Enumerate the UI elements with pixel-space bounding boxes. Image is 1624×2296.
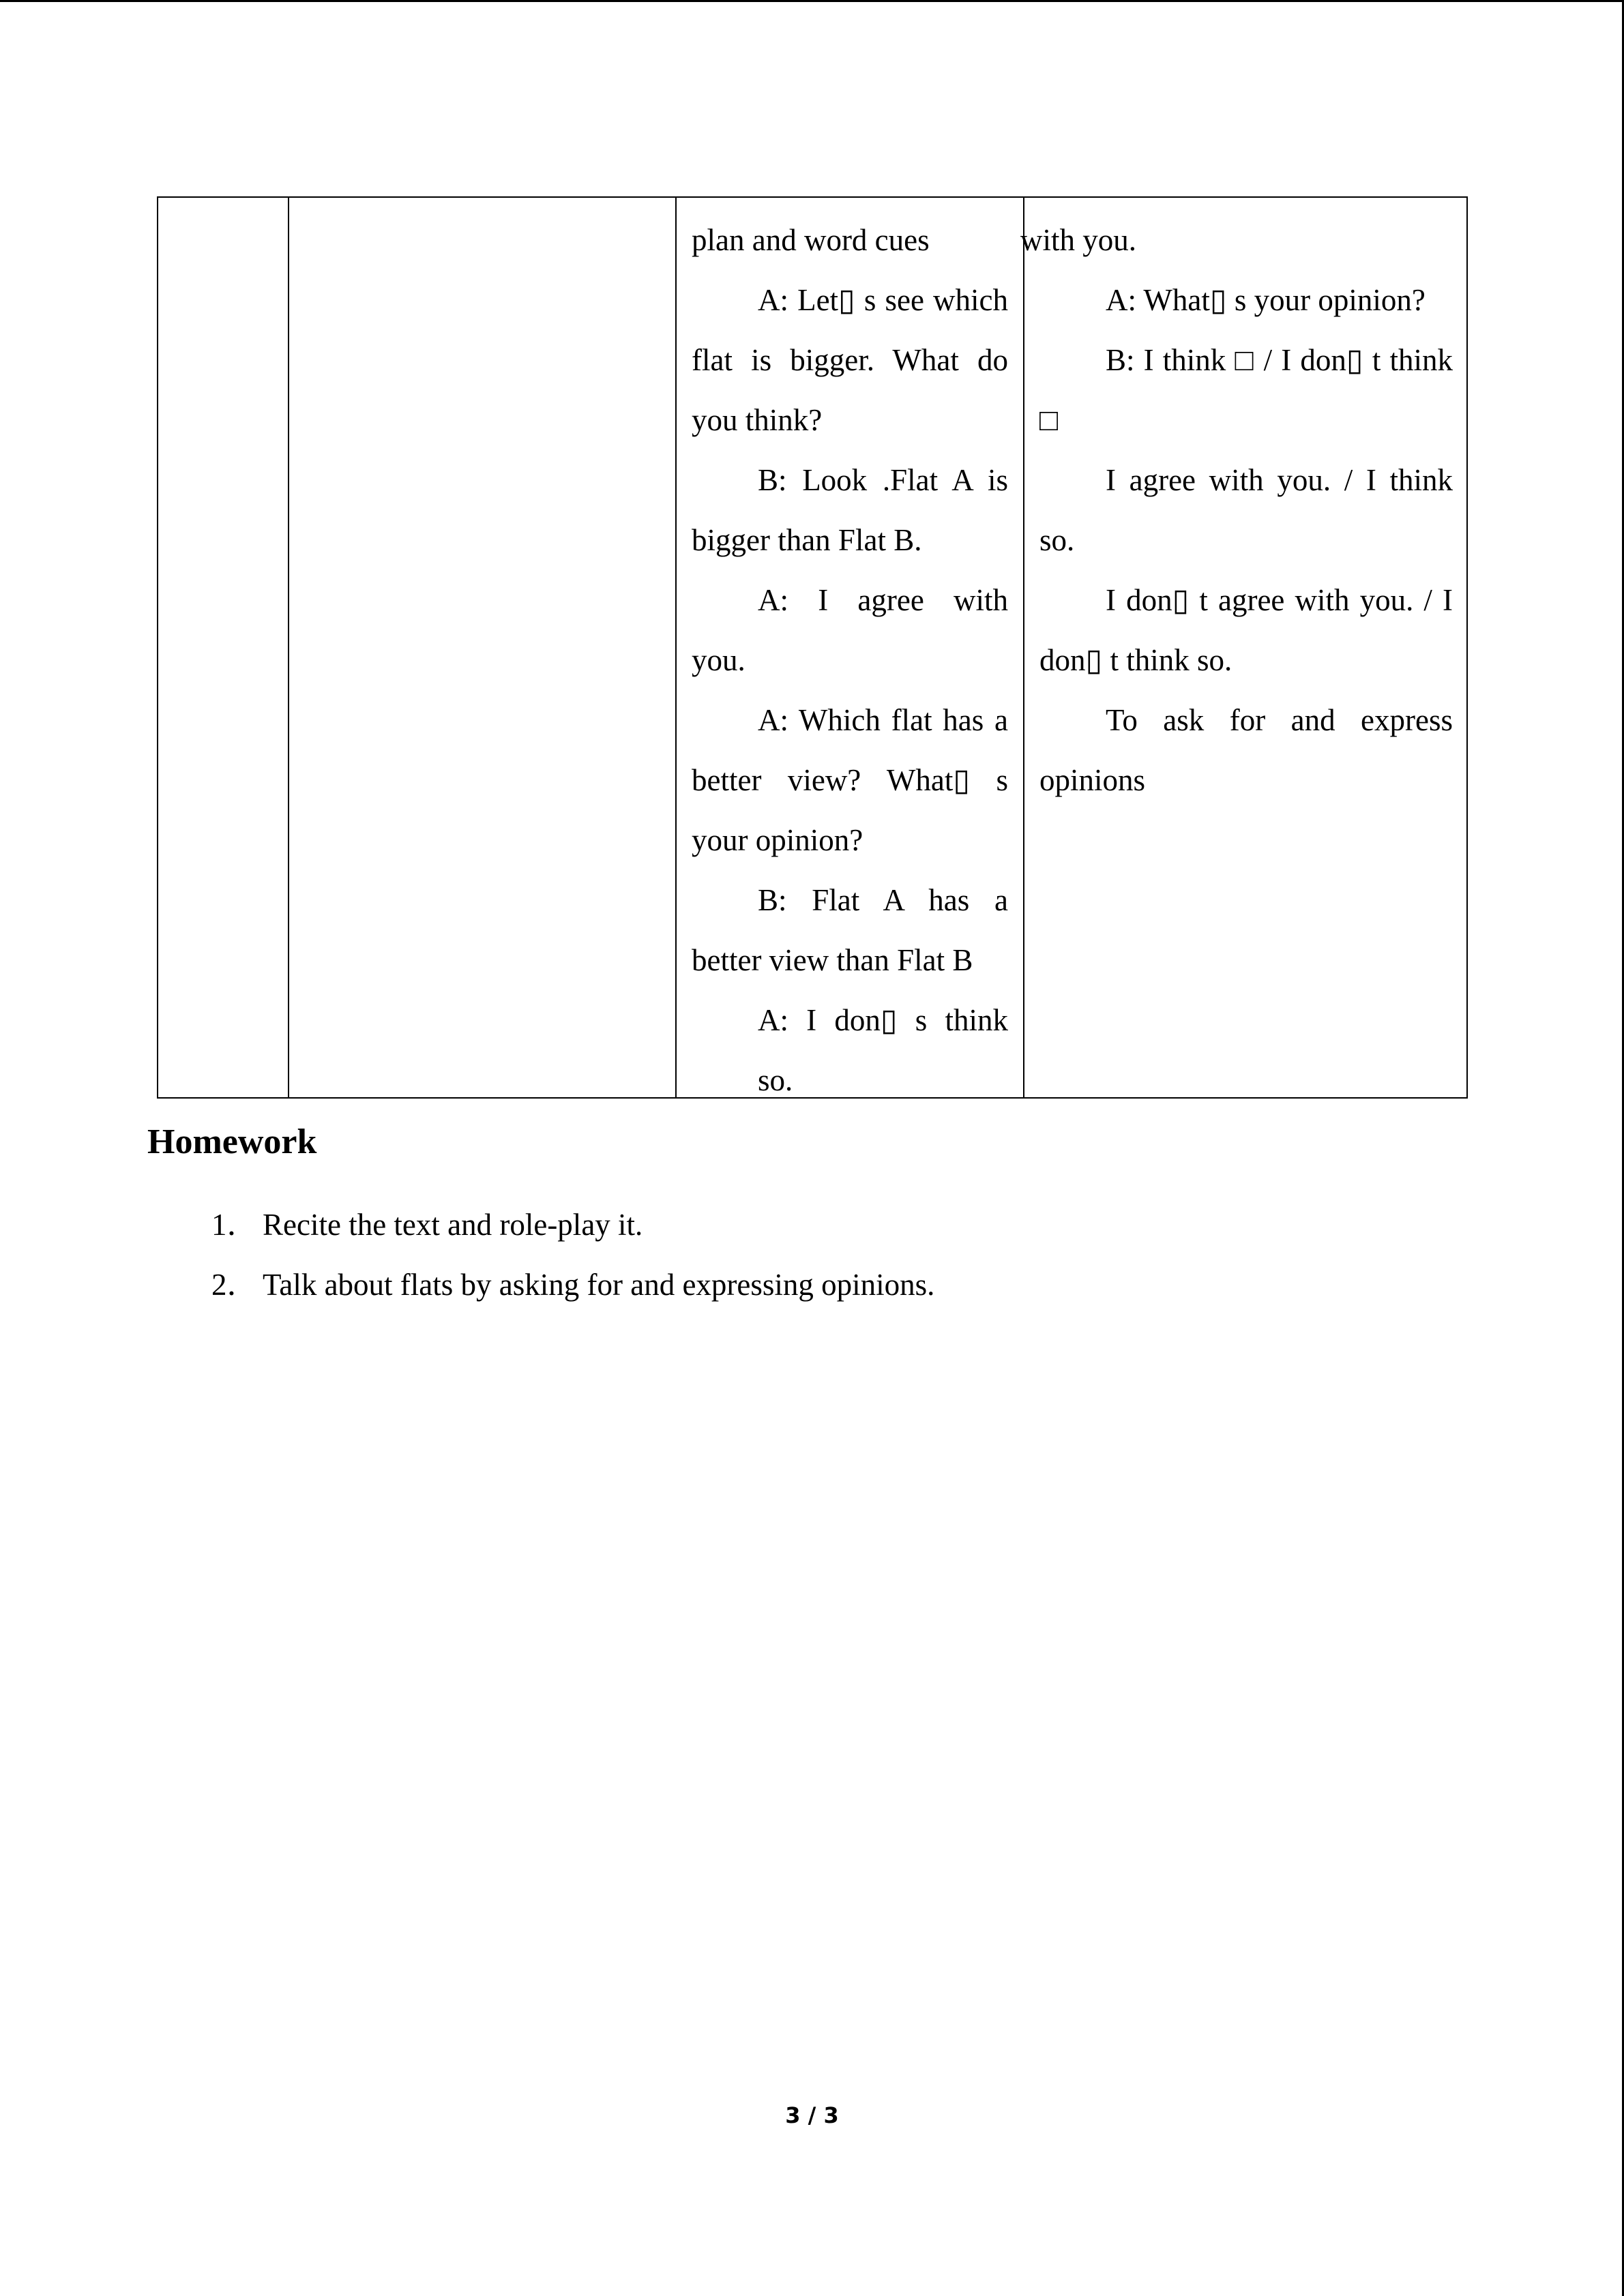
table-cell-stage	[158, 198, 288, 1097]
language-line: B: I think □ / I don▯ t think	[1106, 343, 1453, 377]
dialogue-line: better view than Flat B	[692, 943, 973, 977]
page-number: 3 / 3	[785, 2102, 839, 2128]
homework-item	[211, 1195, 934, 1255]
dialogue-line: better view? What▯ s	[692, 763, 1008, 797]
table-cell-dialogue	[677, 198, 1023, 1097]
dialogue-line: A: I agree with	[758, 583, 1008, 617]
dialogue-line: B: Look .Flat A is	[758, 463, 1008, 497]
language-line: To ask for and express	[1106, 703, 1453, 737]
table-cell-activity	[289, 198, 675, 1097]
lesson-plan-table	[157, 196, 1468, 1099]
dialogue-line: A: Which flat has a	[758, 703, 1008, 737]
table-cell-language-focus	[1020, 198, 1468, 1097]
page-top-border	[0, 0, 1624, 2]
language-line: A: What▯ s your opinion?	[1106, 283, 1426, 317]
dialogue-line: you think?	[692, 403, 823, 437]
homework-heading: Homework	[147, 1122, 317, 1161]
language-line: □	[1039, 403, 1059, 437]
language-line: I agree with you. / I think	[1106, 463, 1453, 497]
homework-item	[211, 1255, 934, 1315]
dialogue-line: your opinion?	[692, 823, 863, 857]
language-line: with you.	[1020, 223, 1137, 257]
dialogue-line: flat is bigger. What do	[692, 343, 1008, 377]
dialogue-line: you.	[692, 643, 745, 677]
dialogue-line: A: Let▯ s see which	[758, 283, 1008, 317]
dialogue-line: plan and word cues	[692, 223, 930, 257]
dialogue-line: bigger than Flat B.	[692, 523, 922, 557]
language-line: opinions	[1039, 763, 1146, 797]
language-line: so.	[1039, 523, 1075, 557]
homework-item-number: 1．	[211, 1208, 258, 1242]
homework-item-number: 2．	[211, 1268, 258, 1302]
language-line: I don▯ t agree with you. / I	[1106, 583, 1453, 617]
homework-item-text: Recite the text and role-play it.	[263, 1208, 643, 1242]
language-line: don▯ t think so.	[1039, 643, 1232, 677]
dialogue-line: B: Flat A has a	[758, 883, 1008, 917]
homework-list	[211, 1195, 934, 1315]
dialogue-line: A: I don▯ s think so.	[758, 1003, 1008, 1097]
homework-item-text: Talk about flats by asking for and expressing opinions.	[263, 1268, 935, 1302]
